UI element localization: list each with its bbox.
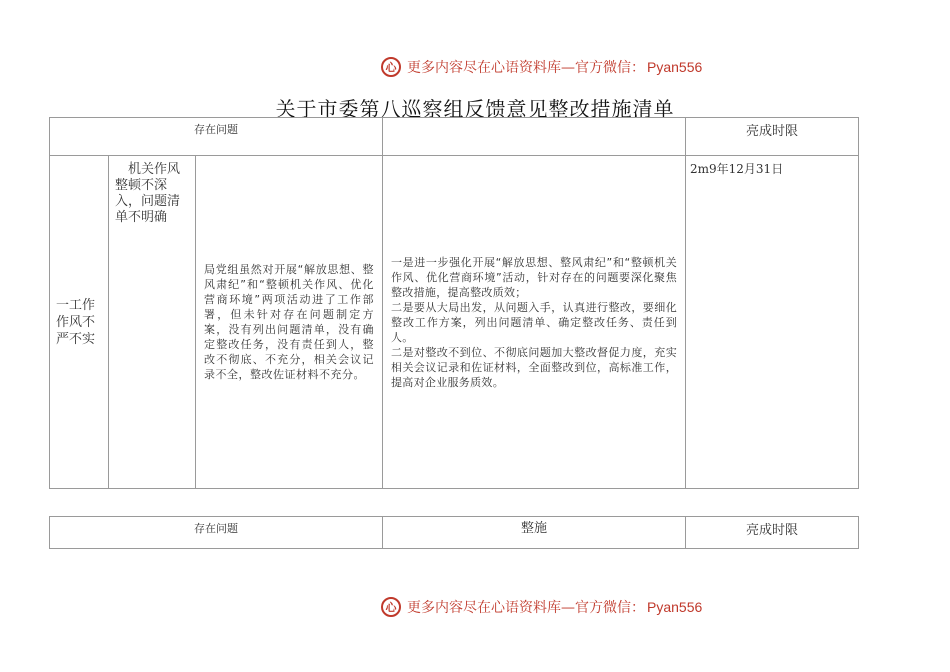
header-issue: 存在问题: [50, 118, 383, 156]
brand-logo-icon: 心: [381, 57, 401, 77]
measure-item: 一是进一步强化开展“解放思想、整风肃纪”和“整顿机关作风、优化营商环境”活动，针对存在的问题要深化聚焦整改措施，提高整改质效；: [391, 255, 677, 299]
watermark-text: 更多内容尽在心语资料库—官方微信：: [407, 60, 645, 76]
table-row: [50, 156, 859, 489]
measure-item: 二是要从大局出发，从问题入手，认真进行整改，要细化整改工作方案，列出问题清单、确定整改任务、责任到人。: [391, 300, 677, 344]
header-deadline: 亮成时限: [686, 118, 859, 156]
watermark-bottom: [381, 597, 702, 617]
rectification-table: [49, 117, 859, 489]
watermark-id: Pyan556: [647, 59, 703, 75]
issue-category: 一工作作风不严不实: [50, 156, 109, 489]
rectification-table-continued: [49, 516, 859, 549]
sub-issue: 机关作风整顿不深入，问题清单不明确: [109, 156, 196, 489]
header-measure: [383, 118, 686, 156]
watermark-top: [381, 57, 702, 77]
measure-item: 二是对整改不到位、不彻底问题加大整改督促力度，充实相关会议记录和佐证材料，全面整改到位，高标准工作，提高对企业服务质效。: [391, 345, 677, 389]
watermark-text: 更多内容尽在心语资料库—官方微信：: [407, 600, 645, 616]
watermark-id: Pyan556: [647, 599, 703, 615]
issue-description: 局党组虽然对开展“解放思想、整风肃纪”和“整顿机关作风、优化营商环境”两项活动进了工作部署，但未针对存在问题制定方案，没有列出问题清单，没有确定整改任务，没有责任到人，整改不彻底、不充分，相关会议记录不全，整改佐证材料不充分。: [196, 156, 383, 489]
header-measure: 整施: [383, 517, 686, 549]
table-header-row: [50, 517, 859, 549]
header-deadline: 亮成时限: [686, 517, 859, 549]
table-header-row: [50, 118, 859, 156]
rectification-measures: [383, 156, 686, 489]
document-title: 关于市委第八巡察组反馈意见整改措施清单: [275, 97, 675, 121]
header-issue: 存在问题: [50, 517, 383, 549]
deadline-date: 2m9年12月31日: [686, 156, 859, 489]
brand-logo-icon: 心: [381, 597, 401, 617]
